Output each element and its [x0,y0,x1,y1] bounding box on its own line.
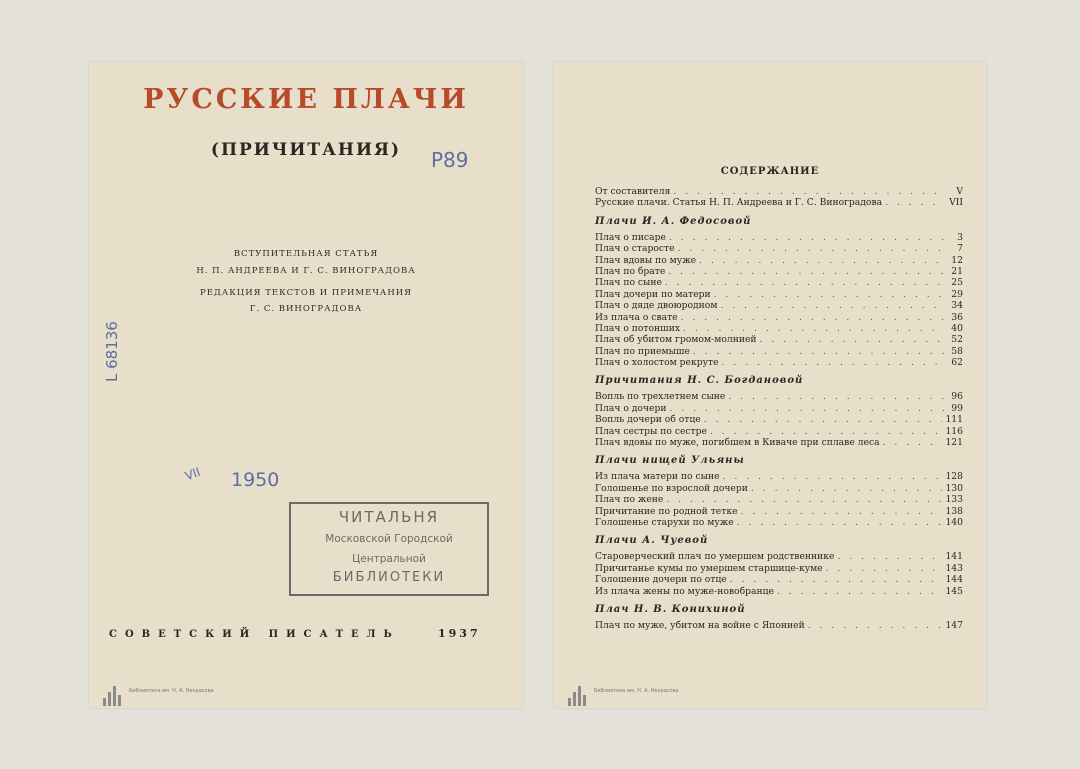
stamp-line-3: Центральной [352,553,426,565]
toc-leader-dots [666,494,942,505]
toc-section-heading: Плачи И. А. Федосовой [595,215,752,227]
toc-section-heading: Плачи А. Чуевой [595,535,709,547]
toc-entry-page: 3 [957,231,963,243]
publisher: СОВЕТСКИЙ ПИСАТЕЛЬ [109,629,400,640]
toc-entry-title: Плач об убитом громом-молнией [595,334,757,346]
toc-entry-title: Причитанье кумы по умершем старшице-куме [595,562,823,574]
toc-section-heading: Плачи нищей Ульяны [595,455,745,467]
toc-entry-title: Плач по сыне [595,277,662,289]
intro-line-1: ВСТУПИТЕЛЬНАЯ СТАТЬЯ [233,249,379,259]
toc-entry [595,403,963,414]
toc-entry-page: 143 [945,562,963,574]
toc-leader-dots [826,563,943,574]
toc-leader-dots [668,266,944,277]
left-page [89,62,523,708]
toc-leader-dots [673,186,944,197]
intro-line-2: Н. П. АНДРЕЕВА И Г. С. ВИНОГРАДОВА [196,266,416,276]
toc-entry-title: Плач о писаре [595,231,666,243]
toc-entry [595,437,963,448]
toc-entry [595,334,963,345]
toc-leader-dots [720,300,944,311]
toc-entry [595,277,963,288]
toc-entry [595,346,963,357]
toc-leader-dots [669,403,944,414]
toc-entry-title: Плач по приемыше [595,345,690,357]
toc-entry-title: Голошенье старухи по муже [595,516,734,528]
toc-leader-dots [728,391,944,402]
toc-entry-title: Плач о дяде двоюродном [595,300,718,312]
toc-entry [595,563,963,574]
toc-leader-dots [723,471,943,482]
toc-entry [595,197,963,208]
toc-entry-title: Голошенье по взрослой дочери [595,482,748,494]
toc-entry [595,517,963,528]
toc-entry [595,323,963,334]
toc-entry-title: Из плача жены по муже-новобранце [595,585,774,597]
table-of-contents [595,186,963,631]
toc-entry-title: Плач о холостом рекруте [595,357,719,369]
toc-entry-page: 145 [945,585,963,597]
toc-entry [595,186,963,197]
toc-leader-dots [760,334,944,345]
toc-entry-title: Плач вдовы по муже [595,254,697,266]
toc-leader-dots [741,506,943,517]
toc-entry [595,289,963,300]
toc-entry-title: Голошение дочери по отце [595,574,727,586]
toc-entry-page: 128 [945,471,963,483]
toc-leader-dots [885,197,944,208]
stamp-line-4: БИБЛИОТЕКИ [332,570,446,585]
toc-entry-page: 29 [951,288,963,300]
toc-entry-title: Плач дочери по матери [595,288,711,300]
editor-line-1: РЕДАКЦИЯ ТЕКСТОВ И ПРИМЕЧАНИЯ [199,288,413,298]
toc-entry [595,586,963,597]
toc-entry-title: Причитание по родной тетке [595,505,738,517]
toc-entry-page: 25 [951,277,963,289]
toc-entry-page: 40 [951,322,963,334]
toc-entry-title: Из плача о свате [595,311,678,323]
toc-entry-title: Плач о дочери [595,402,667,414]
toc-entry-page: 121 [945,437,963,449]
toc-entry-page: 147 [945,619,963,631]
toc-entry [595,243,963,254]
toc-entry [595,574,963,585]
toc-entry-title: Плач по жене [595,494,664,506]
toc-entry [595,506,963,517]
toc-entry-title: Плач о старосте [595,243,675,255]
toc-leader-dots [693,346,944,357]
book-title: РУССКИЕ ПЛАЧИ [143,84,469,115]
book-subtitle: (ПРИЧИТАНИЯ) [210,140,402,160]
handwritten-year: 1950 [231,469,280,491]
toc-entry-title: От составителя [595,186,671,197]
toc-entry [595,483,963,494]
library-stamp [289,502,489,596]
toc-leader-dots [704,414,943,425]
toc-entry-page: 58 [951,345,963,357]
toc-entry [595,551,963,562]
toc-entry-title: Плач о потонших [595,322,681,334]
toc-leader-dots [678,243,944,254]
publication-year: 1937 [438,627,481,640]
toc-entry [595,471,963,482]
toc-leader-dots [683,323,944,334]
toc-leader-dots [777,586,943,597]
editor-line-2: Г. С. ВИНОГРАДОВА [249,304,363,314]
toc-entry-page: 138 [945,505,963,517]
logo-text: Библиотека им. Н. А. Некрасова [594,688,679,694]
logo-text: Библиотека им. Н. А. Некрасова [129,688,214,694]
right-page [554,62,986,708]
toc-entry-page: 21 [951,265,963,277]
toc-leader-dots [681,312,944,323]
stamp-line-2: Московской Городской [325,533,453,545]
toc-entry-page: 7 [957,243,963,255]
toc-entry [595,357,963,368]
toc-entry-page: 144 [945,574,963,586]
toc-entry-page: 140 [945,516,963,528]
call-number: Р89 [431,148,469,172]
toc-entry-page: 52 [951,334,963,346]
toc-leader-dots [837,551,942,562]
toc-entry [595,312,963,323]
toc-entry [595,300,963,311]
toc-entry-title: Вопль по трехлетнем сыне [595,391,726,403]
toc-entry-title: Плач по брате [595,265,666,277]
toc-entry [595,494,963,505]
toc-entry-page: 141 [945,551,963,563]
toc-entry-page: 96 [951,391,963,403]
toc-entry-title: Из плача матери по сыне [595,471,720,483]
contents-title: СОДЕРЖАНИЕ [720,166,820,177]
toc-leader-dots [714,289,944,300]
toc-entry [595,255,963,266]
toc-entry-title: Русские плачи. Статья Н. П. Андреева и Г. С. Виноградова [595,197,883,209]
toc-entry-page: 130 [945,482,963,494]
toc-entry-title: Плач сестры по сестре [595,425,707,437]
inventory-number: L 68136 [103,321,121,382]
toc-entry-title: Плач по муже, убитом на войне с Японией [595,619,805,631]
toc-leader-dots [669,232,944,243]
toc-section-heading: Плач Н. В. Конихиной [595,603,746,615]
toc-leader-dots [737,517,943,528]
toc-leader-dots [699,255,944,266]
toc-leader-dots [808,620,943,631]
toc-entry [595,391,963,402]
toc-entry-page: 111 [945,414,963,426]
toc-entry-page: 99 [951,402,963,414]
roman-mark: VII [183,464,203,484]
toc-leader-dots [665,277,944,288]
toc-entry-page: 12 [951,254,963,266]
toc-leader-dots [730,574,943,585]
toc-entry-page: V [956,186,963,197]
toc-leader-dots [751,483,943,494]
stamp-line-1: ЧИТАЛЬНЯ [338,508,440,526]
toc-leader-dots [883,437,943,448]
toc-entry-page: VII [949,197,963,209]
toc-entry-page: 116 [945,425,963,437]
toc-entry-page: 62 [951,357,963,369]
toc-leader-dots [710,426,943,437]
toc-entry-title: Вопль дочери об отце [595,414,701,426]
toc-entry [595,266,963,277]
toc-entry-title: Староверческий плач по умершем родственнике [595,551,835,563]
toc-entry-page: 133 [945,494,963,506]
toc-entry [595,414,963,425]
toc-entry-page: 36 [951,311,963,323]
toc-section-heading: Причитания Н. С. Богдановой [595,375,804,387]
toc-entry-page: 34 [951,300,963,312]
toc-entry [595,232,963,243]
toc-entry-title: Плач вдовы по муже, погибшем в Кивачe при сплаве леса [595,437,880,449]
toc-entry [595,426,963,437]
toc-entry [595,620,963,631]
toc-leader-dots [722,357,944,368]
